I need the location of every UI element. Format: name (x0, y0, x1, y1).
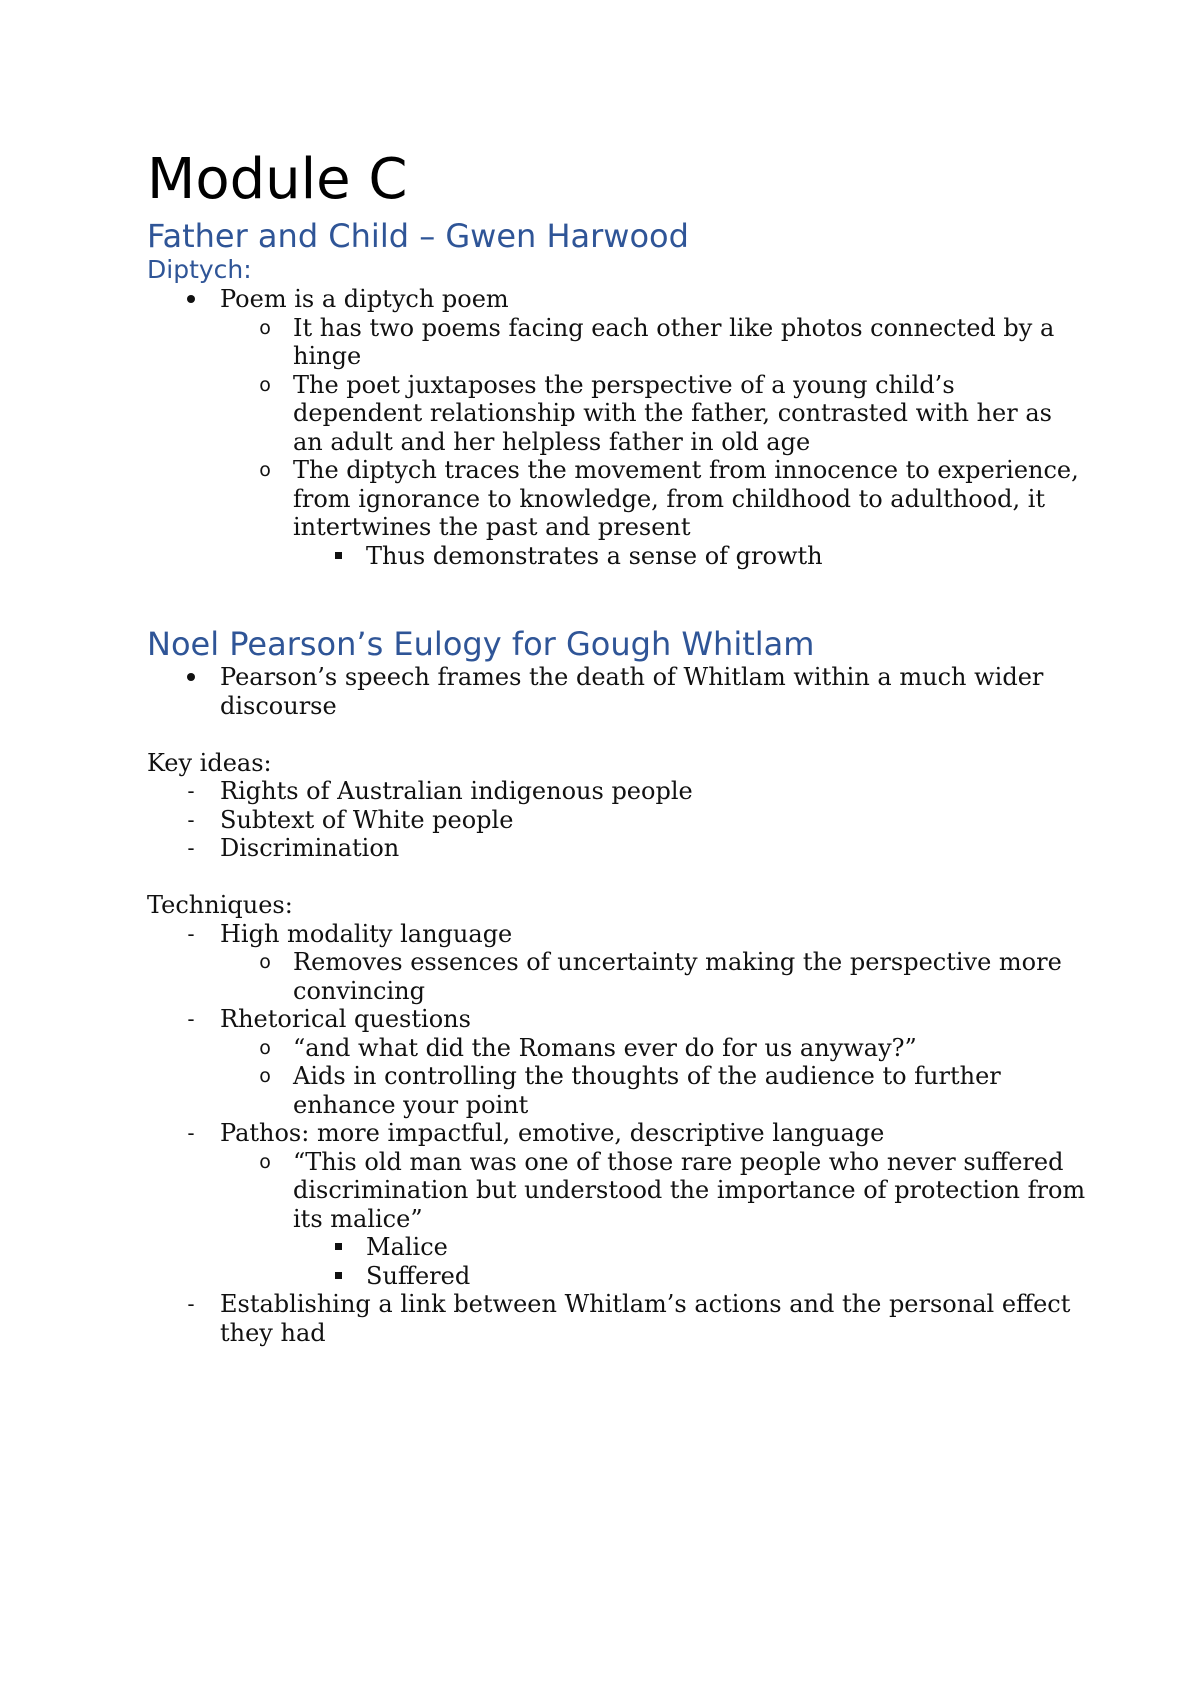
circle-bullet-icon: o (259, 1036, 271, 1059)
circle-bullet-icon: o (259, 1150, 271, 1173)
dash-bullet-icon: - (187, 921, 195, 946)
list-item: Poem is a diptych poem (147, 285, 1087, 314)
techniques-label: Techniques: (147, 891, 293, 919)
list-item: o Removes essences of uncertainty making the perspective more convincing (147, 948, 1087, 1005)
list-item: Pearson’s speech frames the death of Whitlam within a much wider discourse (147, 663, 1087, 720)
square-bullet-icon (328, 1233, 348, 1262)
page-title: Module C (147, 147, 408, 212)
list-item: - Establishing a link between Whitlam’s actions and the personal effect they had (147, 1290, 1087, 1347)
list-item: - Pathos: more impactful, emotive, descriptive language (147, 1119, 1087, 1148)
list-item: Suffered (147, 1262, 1087, 1291)
subheading-diptych: Diptych: (147, 255, 252, 284)
circle-bullet-icon: o (259, 951, 271, 973)
list-item: - Discrimination (147, 834, 1087, 863)
list-item: - Rights of Australian indigenous people (147, 777, 1087, 806)
list-item: - High modality language (147, 920, 1087, 949)
list-item: o “This old man was one of those rare people who never suffered discrimination but understood the importance of protection from its malice” (147, 1148, 1087, 1234)
dash-bullet-icon: - (187, 1121, 195, 1145)
list-item: o The diptych traces the movement from innocence to experience, from ignorance to knowledge, from childhood to adulthood, it intertwines the past and present (147, 456, 1087, 542)
square-bullet-icon (328, 1262, 348, 1291)
list-item: o The poet juxtaposes the perspective of a young child’s dependent relationship with the father, contrasted with her as an adult and her helpless father in old age (147, 371, 1087, 457)
dash-bullet-icon: - (187, 836, 195, 860)
section-father-and-child (147, 217, 1087, 570)
section-heading: Father and Child – Gwen Harwood (147, 217, 689, 255)
square-bullet-icon (328, 542, 348, 571)
section-eulogy (147, 625, 1087, 1347)
list-item: Malice (147, 1233, 1087, 1262)
dash-bullet-icon: - (187, 779, 195, 803)
list-item: o “and what did the Romans ever do for us anyway?” (147, 1034, 1087, 1063)
dash-bullet-icon: - (187, 807, 195, 832)
bullet-icon (181, 285, 201, 314)
circle-bullet-icon: o (259, 459, 271, 481)
dash-bullet-icon: - (187, 1292, 195, 1316)
list-item: o It has two poems facing each other like photos connected by a hinge (147, 314, 1087, 371)
list-item: - Rhetorical questions (147, 1005, 1087, 1034)
key-ideas-label: Key ideas: (147, 748, 272, 777)
circle-bullet-icon: o (259, 1065, 271, 1087)
list-item: o Aids in controlling the thoughts of the audience to further enhance your point (147, 1062, 1087, 1119)
list-item: - Subtext of White people (147, 806, 1087, 835)
dash-bullet-icon: - (187, 1007, 195, 1031)
circle-bullet-icon: o (259, 316, 271, 339)
list-item: Thus demonstrates a sense of growth (147, 542, 1087, 571)
section-heading: Noel Pearson’s Eulogy for Gough Whitlam (147, 625, 815, 663)
bullet-icon (181, 663, 201, 692)
circle-bullet-icon: o (259, 373, 271, 396)
